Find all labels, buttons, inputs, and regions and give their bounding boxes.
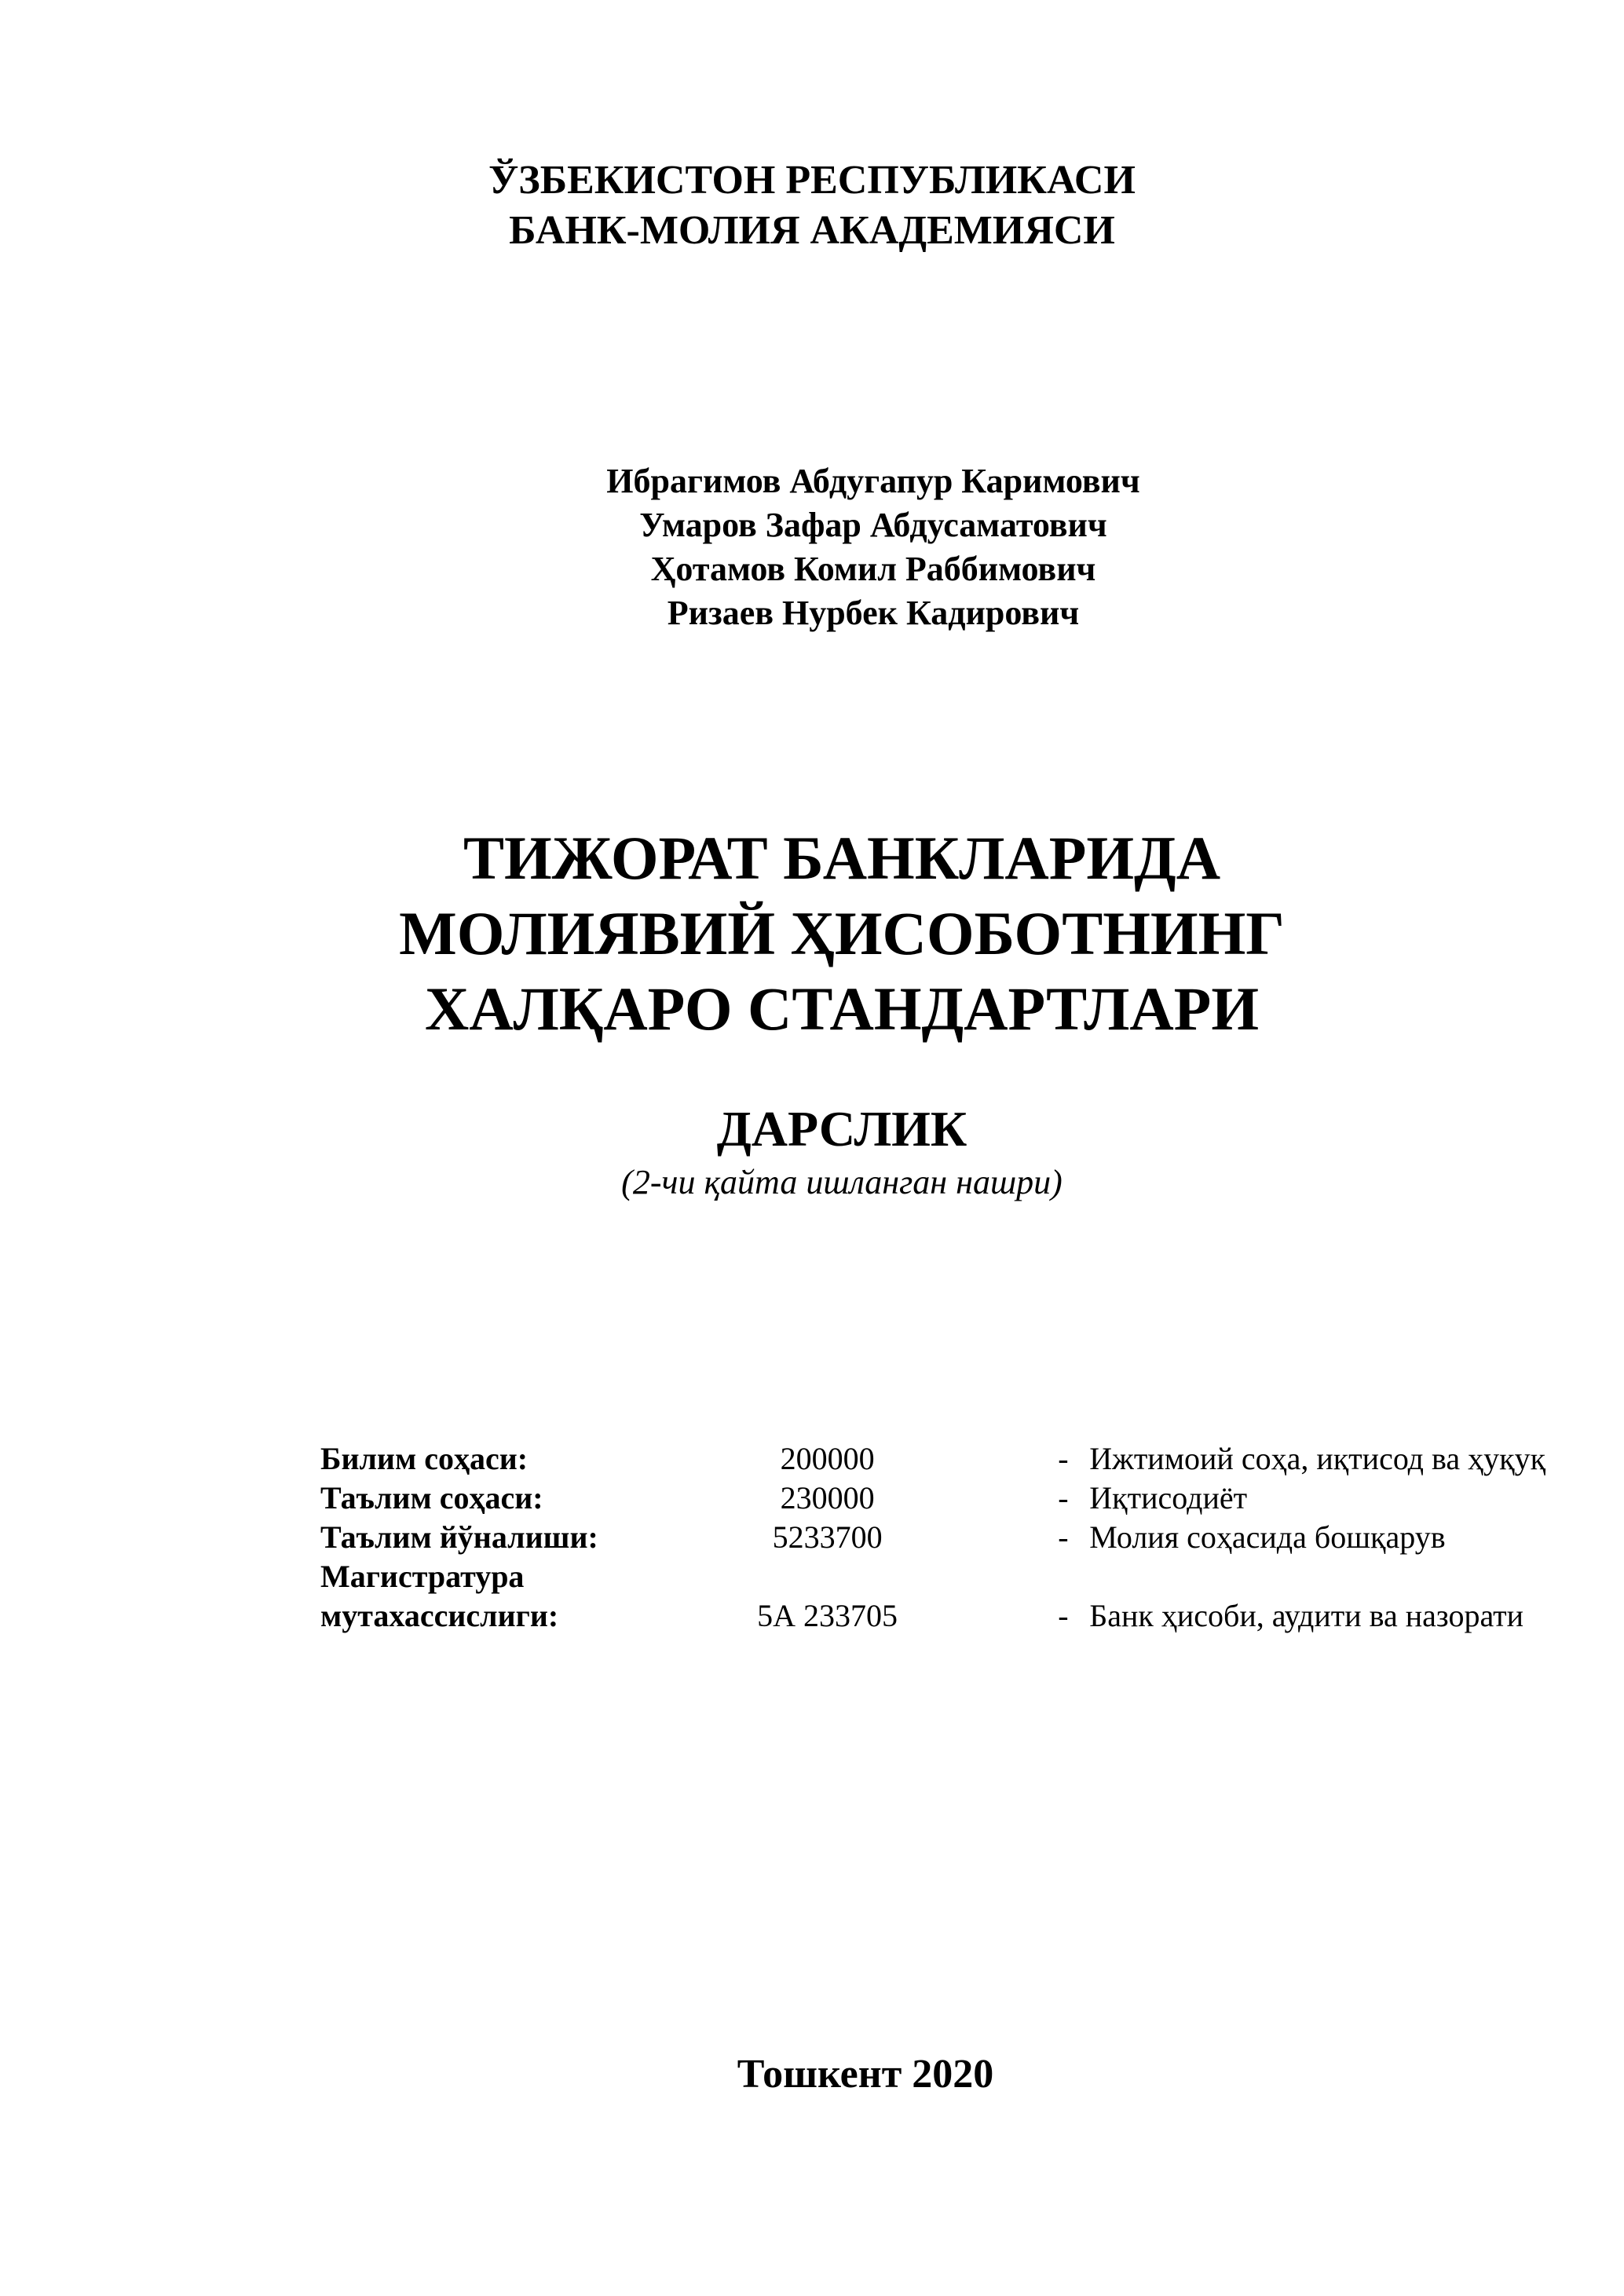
field-name bbox=[1052, 1518, 1545, 1557]
field-name bbox=[1052, 1479, 1545, 1518]
book-title-line: МОЛИЯВИЙ ҲИСОБОТНИНГ bbox=[399, 899, 1285, 967]
dash-separator: - bbox=[1058, 1441, 1069, 1476]
author-name: Ибрагимов Абдугапур Каримович bbox=[606, 462, 1140, 500]
classification-table bbox=[320, 1439, 1545, 1636]
table-row bbox=[320, 1479, 1545, 1518]
book-title bbox=[30, 821, 1624, 1047]
field-code: 5233700 bbox=[772, 1519, 883, 1555]
field-name-text: Иқтисодиёт bbox=[1089, 1480, 1248, 1515]
author-name: Ризаев Нурбек Кадирович bbox=[667, 594, 1080, 632]
table-row bbox=[320, 1518, 1545, 1557]
field-label: Таълим йўналиши: bbox=[320, 1519, 598, 1555]
table-row bbox=[320, 1596, 1545, 1636]
authors-list bbox=[61, 459, 1624, 635]
field-label: Билим соҳаси: bbox=[320, 1441, 529, 1476]
institution-name: БАНК-МОЛИЯ АКАДЕМИЯСИ bbox=[509, 208, 1115, 253]
field-name bbox=[1052, 1557, 1545, 1596]
institution-header bbox=[0, 155, 1624, 256]
field-name-text: Ижтимоий соҳа, иқтисод ва ҳуқуқ bbox=[1089, 1441, 1545, 1476]
author-name: Ҳотамов Комил Раббимович bbox=[650, 550, 1096, 588]
document-type: ДАРСЛИК bbox=[716, 1101, 967, 1157]
book-title-line: ХАЛҚАРО СТАНДАРТЛАРИ bbox=[425, 974, 1259, 1043]
author-name: Умаров Зафар Абдусаматович bbox=[639, 506, 1107, 544]
dash-separator: - bbox=[1058, 1519, 1069, 1555]
field-name-text: Банк ҳисоби, аудити ва назорати bbox=[1089, 1598, 1524, 1633]
edition-note: (2-чи қайта ишланган нашри) bbox=[621, 1163, 1063, 1201]
table-row bbox=[320, 1439, 1545, 1479]
field-code: 200000 bbox=[780, 1441, 875, 1476]
field-code: 230000 bbox=[780, 1480, 875, 1515]
field-label: Магистратура bbox=[320, 1559, 525, 1594]
field-name bbox=[1052, 1596, 1545, 1636]
field-label: Таълим соҳаси: bbox=[320, 1480, 543, 1515]
field-code bbox=[697, 1557, 1052, 1596]
book-title-line: ТИЖОРАТ БАНКЛАРИДА bbox=[463, 824, 1221, 892]
city-and-year: Тошкент 2020 bbox=[737, 2052, 994, 2097]
institution-country: ЎЗБЕКИСТОН РЕСПУБЛИКАСИ bbox=[488, 158, 1136, 203]
dash-separator: - bbox=[1058, 1598, 1069, 1633]
dash-separator: - bbox=[1058, 1480, 1069, 1515]
field-code: 5А 233705 bbox=[757, 1598, 898, 1633]
field-name bbox=[1052, 1439, 1545, 1479]
field-label: мутахассислиги: bbox=[320, 1598, 559, 1633]
field-name-text: Молия соҳасида бошқарув bbox=[1089, 1519, 1446, 1555]
table-row bbox=[320, 1557, 1545, 1596]
